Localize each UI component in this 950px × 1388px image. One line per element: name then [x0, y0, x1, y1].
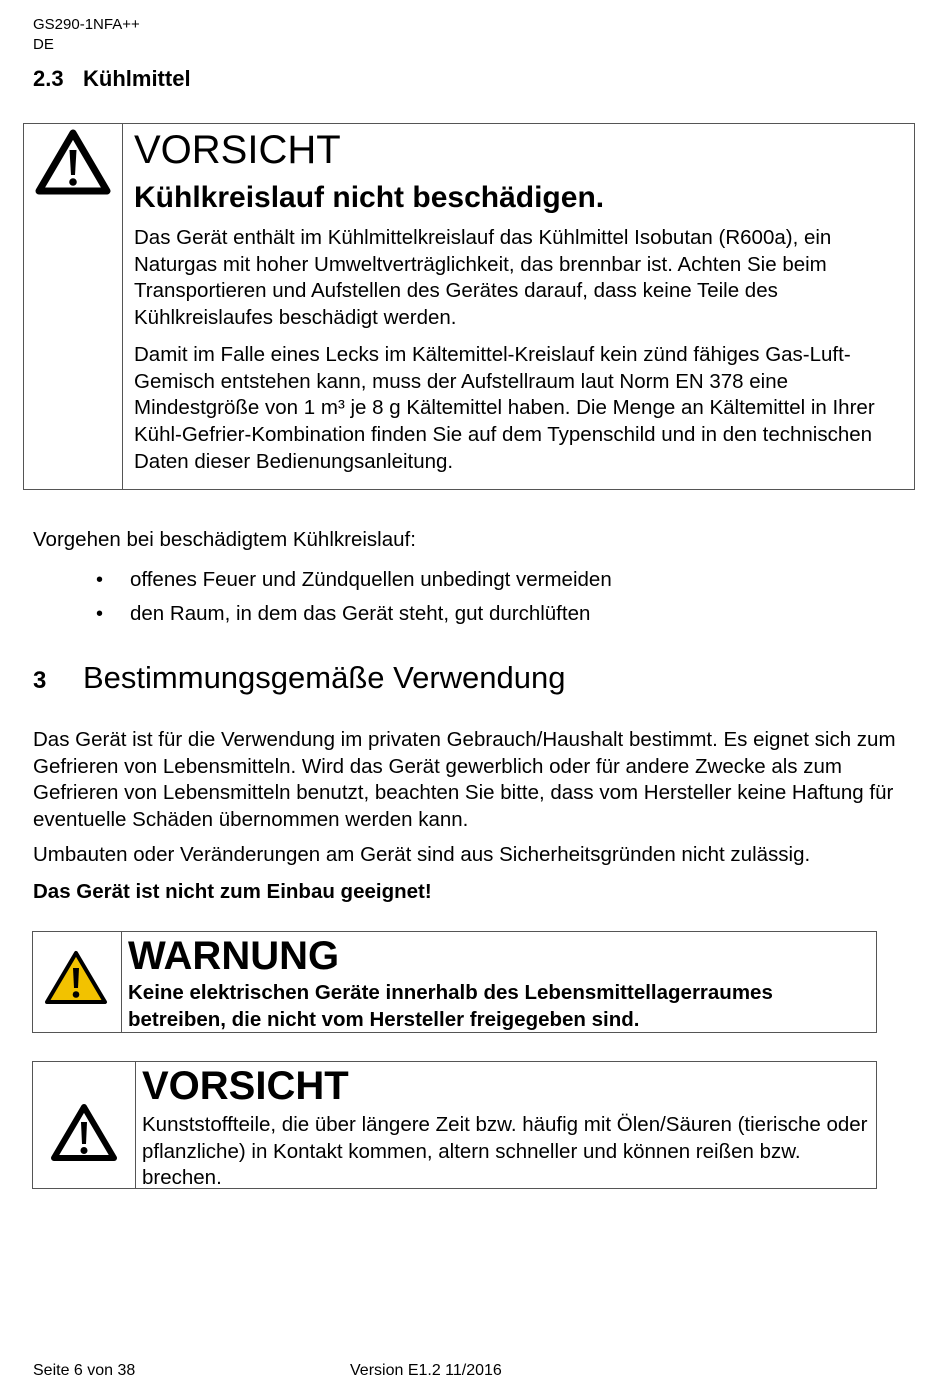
doc-language: DE	[33, 36, 54, 53]
body-paragraph: Das Gerät ist für die Verwendung im privaten Gebrauch/Haushalt bestimmt. Es eignet sich zum Gefrieren von Lebensmitteln. Wird das Gerät gewerblich oder für andere Zwecke als zum Gefrieren von Lebensmitteln benutzt, beachten Sie bitte, dass vom Hersteller keine Haftung für eventuelle Schäden übernommen werden kann.	[33, 728, 896, 832]
body-paragraph-bold: Das Gerät ist nicht zum Einbau geeignet!	[33, 880, 432, 903]
warning-triangle-icon	[35, 128, 111, 196]
version-label: Version E1.2 11/2016	[350, 1362, 502, 1379]
caution-box-refrigerant	[23, 123, 915, 490]
caution-paragraph: Damit im Falle eines Lecks im Kältemittel-Kreislauf kein zünd fähiges Gas-Luft-Gemisch entstehen kann, muss der Aufstellraum laut Norm EN 378 eine Mindestgröße von 1 m³ je 8 g Kältemittel haben. Die Menge an Kältemittel in Ihrer Kühl-Gefrier-Kombination finden Sie auf dem Typenschild und in den technischen Daten dieser Bedienungsanleitung.	[134, 342, 875, 473]
caution-paragraph: Das Gerät enthält im Kühlmittelkreislauf das Kühlmittel Isobutan (R600a), ein Naturgas mit hoher Umweltverträglichkeit, das brennbar ist. Achten Sie beim Transportieren und Aufstellen des Gerätes darauf, dass keine Teile des Kühlkreislaufes beschädigt werden.	[134, 226, 832, 330]
caution-heading: VORSICHT	[142, 1064, 349, 1108]
body-paragraph: Umbauten oder Veränderungen am Gerät sind aus Sicherheitsgründen nicht zulässig.	[33, 843, 811, 866]
procedure-intro: Vorgehen bei beschädigtem Kühlkreislauf:	[33, 528, 416, 551]
section-number: 3	[33, 667, 47, 694]
section-title: Kühlmittel	[83, 66, 191, 91]
caution-heading: VORSICHT	[134, 128, 341, 172]
warning-text: Keine elektrischen Geräte innerhalb des Lebensmittellagerraumes betreiben, die nicht vom Hersteller freigegeben sind.	[128, 981, 773, 1031]
section-title: Bestimmungsgemäße Verwendung	[83, 660, 566, 695]
procedure-list	[96, 563, 612, 631]
warning-triangle-icon	[43, 949, 109, 1007]
section-heading-3	[33, 660, 565, 696]
list-item: • den Raum, in dem das Gerät steht, gut durchlüften	[96, 597, 612, 631]
warning-triangle-icon	[49, 1102, 119, 1164]
page-number: Seite 6 von 38	[33, 1362, 136, 1379]
section-heading-2-3	[33, 66, 191, 92]
list-item: • offenes Feuer und Zündquellen unbedingt vermeiden	[96, 563, 612, 597]
caution-box-plastics	[32, 1061, 877, 1189]
section-number: 2.3	[33, 66, 64, 91]
warning-heading: WARNUNG	[128, 934, 340, 978]
warning-box	[32, 931, 877, 1033]
caution-text: Kunststoffteile, die über längere Zeit bzw. häufig mit Ölen/Säuren (tierische oder pflanzliche) in Kontakt kommen, altern schneller und können reißen bzw. brechen.	[142, 1113, 868, 1189]
caution-subheading: Kühlkreislauf nicht beschädigen.	[134, 181, 605, 214]
doc-id: GS290-1NFA++	[33, 16, 140, 33]
